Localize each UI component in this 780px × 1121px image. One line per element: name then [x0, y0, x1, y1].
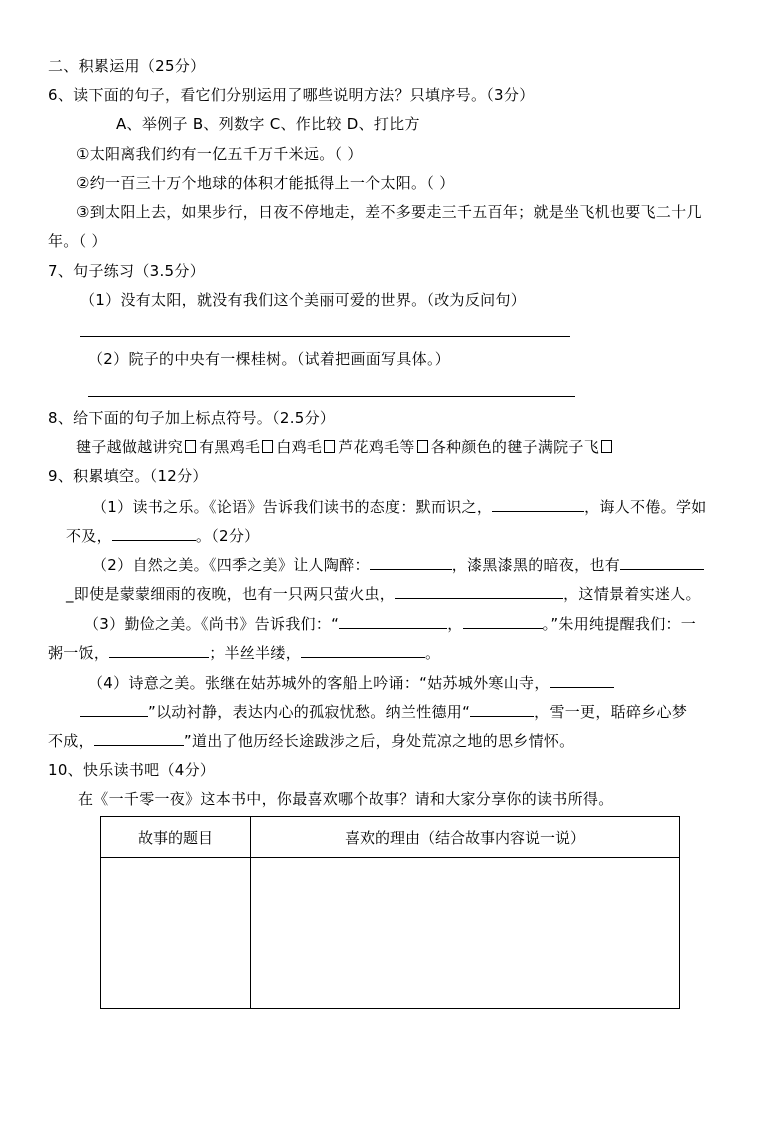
q7-answer-line-2[interactable]	[88, 396, 575, 397]
q9-p2-text-d: ，这情景着实迷人。	[563, 585, 701, 603]
q8-part-1: 毽子越做越讲究	[76, 438, 184, 456]
q9-part-1-line-2	[66, 525, 259, 546]
q9-p4-text-d: 不成，	[48, 732, 94, 750]
q9-p2-text-a: （2）自然之美。《四季之美》让人陶醉：	[92, 556, 370, 574]
q9-stem: 9、积累填空。（12分）	[48, 467, 208, 485]
q9-blank-8[interactable]	[109, 642, 209, 658]
q8-stem: 8、给下面的句子加上标点符号。（2.5分）	[48, 409, 336, 427]
q9-p2-text-c: _即使是蒙蒙细雨的夜晚，也有一只两只萤火虫，	[66, 585, 396, 603]
q9-p4-text-e: ”道出了他历经长途跋涉之后，身处荒凉之地的思乡情怀。	[183, 732, 575, 750]
q9-p3-text-d: 粥一饭，	[48, 644, 110, 662]
q9-part-4-line-1	[88, 672, 614, 693]
punctuation-box-3[interactable]	[324, 440, 335, 453]
q8-part-4: 芦花鸡毛等	[338, 438, 415, 456]
section-title: 二、积累运用（25分）	[48, 57, 206, 75]
q8-part-2: 有黑鸡毛	[199, 438, 261, 456]
q9-blank-5[interactable]	[395, 583, 563, 599]
table-row	[101, 858, 680, 1009]
q9-blank-7[interactable]	[463, 613, 543, 629]
punctuation-box-2[interactable]	[262, 440, 273, 453]
q9-part-3-line-1	[84, 613, 696, 634]
q9-blank-1[interactable]	[492, 496, 584, 512]
q9-blank-3[interactable]	[370, 554, 452, 570]
q9-part-1-line-1	[92, 496, 707, 517]
q9-p1-text-d: 。（2分）	[195, 527, 260, 545]
q6-item-3-line-2: 年。（ ）	[48, 232, 107, 250]
punctuation-box-4[interactable]	[417, 440, 428, 453]
table-header-reason: 喜欢的理由（结合故事内容说一说）	[251, 817, 680, 858]
q9-part-4-line-2	[80, 701, 687, 722]
q8-part-5: 各种颜色的毽子满院子飞	[430, 438, 600, 456]
q7-answer-line-1[interactable]	[80, 336, 570, 337]
q6-stem: 6、读下面的句子，看它们分别运用了哪些说明方法？只填序号。（3分）	[48, 86, 535, 104]
q6-options: A、举例子 B、列数字 C、作比较 D、打比方	[116, 115, 420, 133]
q9-p1-text-b: ，诲人不倦。学如	[584, 498, 707, 516]
q6-item-2: ②约一百三十万个地球的体积才能抵得上一个太阳。（ ）	[76, 174, 455, 192]
q9-part-2-line-2	[66, 583, 701, 604]
q8-part-3: 白鸡毛	[276, 438, 323, 456]
q6-item-1: ①太阳离我们约有一亿五千万千米远。（ ）	[76, 145, 363, 163]
q9-p1-text-a: （1）读书之乐。《论语》告诉我们读书的态度：默而识之，	[92, 498, 493, 516]
q7-sentence-2: （2）院子的中央有一棵桂树。（试着把画面写具体。）	[88, 350, 451, 368]
q9-p3-text-c: 。”朱用纯提醒我们：一	[542, 615, 697, 633]
q9-p1-text-c: 不及，	[66, 527, 112, 545]
story-title-cell[interactable]	[101, 858, 251, 1009]
punctuation-box-1[interactable]	[185, 440, 196, 453]
reason-cell[interactable]	[251, 858, 680, 1009]
q7-stem: 7、句子练习（3.5分）	[48, 262, 205, 280]
q9-p4-text-a: （4）诗意之美。张继在姑苏城外的客船上吟诵：“姑苏城外寒山寺，	[88, 674, 550, 692]
q9-part-4-line-3	[48, 730, 574, 751]
q7-sentence-1: （1）没有太阳，就没有我们这个美丽可爱的世界。（改为反问句）	[80, 291, 527, 309]
q6-item-3-line-1: ③到太阳上去，如果步行，日夜不停地走，差不多要走三千五百年；就是坐飞机也要飞二十几	[76, 203, 702, 221]
punctuation-box-5[interactable]	[601, 440, 612, 453]
q9-blank-2[interactable]	[112, 525, 196, 541]
q9-blank-12[interactable]	[470, 701, 534, 717]
q9-part-3-line-2	[48, 642, 440, 663]
q9-blank-11[interactable]	[80, 701, 148, 717]
table-header-story-title: 故事的题目	[101, 817, 251, 858]
q9-blank-6[interactable]	[339, 613, 447, 629]
q9-part-2-line-1	[92, 554, 704, 575]
q9-blank-10[interactable]	[550, 672, 614, 688]
q9-p2-text-b: ，漆黑漆黑的暗夜，也有	[451, 556, 621, 574]
q9-blank-4[interactable]	[620, 554, 704, 570]
reading-table	[100, 816, 680, 1009]
q10-prompt: 在《一千零一夜》这本书中，你最喜欢哪个故事？请和大家分享你的读书所得。	[78, 790, 614, 808]
q10-stem: 10、快乐读书吧（4分）	[48, 761, 216, 779]
q9-p3-text-b: ，	[447, 615, 463, 633]
q9-p4-text-b: ”以动衬静，表达内心的孤寂忧愁。纳兰性德用“	[148, 703, 471, 721]
q9-p3-text-f: 。	[425, 644, 441, 662]
q9-blank-9[interactable]	[301, 642, 425, 658]
q9-p3-text-e: ；半丝半缕，	[209, 644, 302, 662]
q9-p3-text-a: （3）勤俭之美。《尚书》告诉我们：“	[84, 615, 340, 633]
q9-p4-text-c: ，雪一更，聒碎乡心梦	[534, 703, 688, 721]
table-header-row	[101, 817, 680, 858]
q8-sentence	[76, 437, 615, 457]
q9-blank-13[interactable]	[94, 730, 184, 746]
